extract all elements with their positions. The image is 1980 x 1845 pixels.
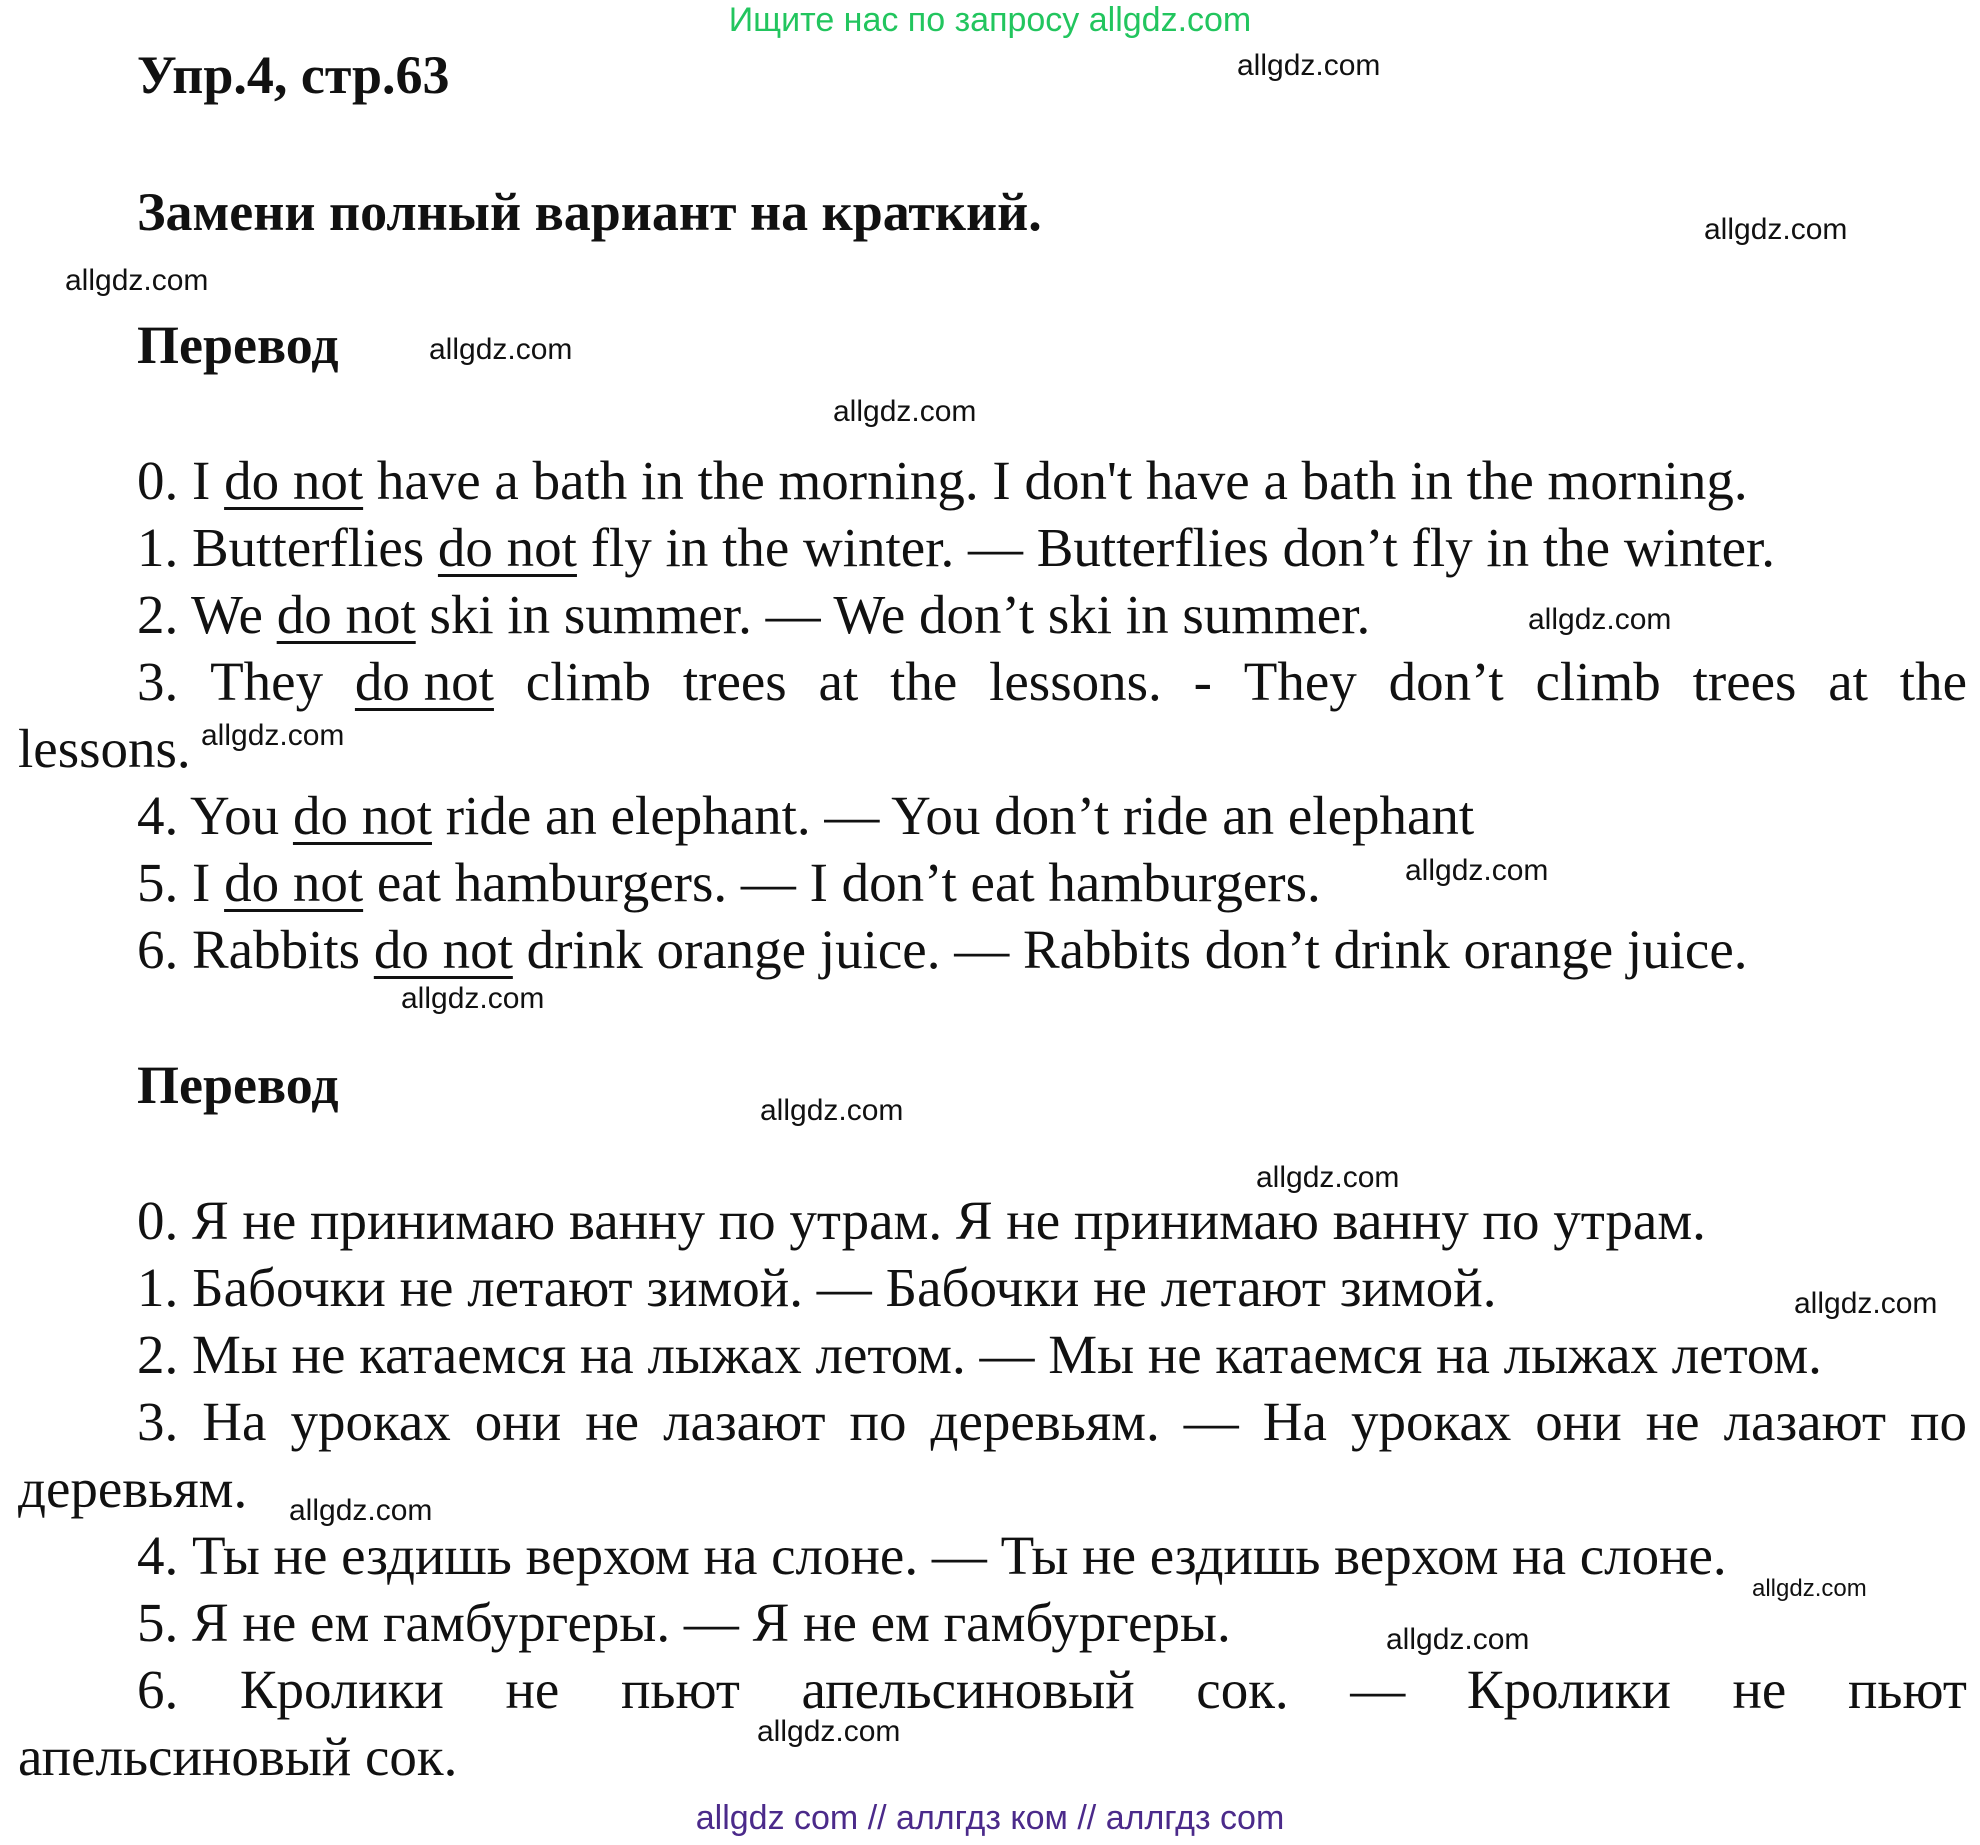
watermark: allgdz.com [1386, 1623, 1530, 1656]
english-line-4: 4. You do not ride an elephant. — You don’t ride an elephant [137, 785, 1475, 846]
russian-line-1: 1. Бабочки не летают зимой. — Бабочки не летают зимой. [137, 1257, 1497, 1318]
english-line-3: 3. They do not climb trees at the lessons. - They don’t climb trees at the [137, 651, 1967, 712]
russian-line-6: 6. Кролики не пьют апельсиновый сок. — Кролики не пьют [137, 1659, 1967, 1720]
watermark: allgdz.com [1405, 854, 1549, 887]
russian-line-2: 2. Мы не катаемся на лыжах летом. — Мы не катаемся на лыжах летом. [137, 1324, 1822, 1385]
watermark: allgdz.com [401, 982, 545, 1015]
watermark: allgdz.com [1752, 1575, 1867, 1602]
watermark: allgdz.com [1704, 213, 1848, 246]
footer-watermark: allgdz com // аллгдз ком // аллгдз com [695, 1799, 1285, 1837]
watermark: allgdz.com [757, 1715, 901, 1748]
watermark: allgdz.com [429, 333, 573, 366]
russian-line-3: 3. На уроках они не лазают по деревьям. — На уроках они не лазают по [137, 1391, 1967, 1452]
watermark: allgdz.com [760, 1094, 904, 1127]
watermark: allgdz.com [1256, 1161, 1400, 1194]
watermark: allgdz.com [289, 1494, 433, 1527]
english-line-6: 6. Rabbits do not drink orange juice. — Rabbits don’t drink orange juice. [137, 919, 1748, 980]
english-line-0: 0. I do not have a bath in the morning. I don't have a bath in the morning. [137, 450, 1748, 511]
english-line-5: 5. I do not eat hamburgers. — I don’t eat hamburgers. [137, 852, 1321, 913]
russian-line-5: 5. Я не ем гамбургеры. — Я не ем гамбургеры. [137, 1592, 1231, 1653]
russian-line-4: 4. Ты не ездишь верхом на слоне. — Ты не ездишь верхом на слоне. [137, 1525, 1727, 1586]
watermark: allgdz.com [65, 264, 209, 297]
russian-line-3-continued: деревьям. [18, 1458, 248, 1519]
watermark: allgdz.com [833, 395, 977, 428]
russian-line-0: 0. Я не принимаю ванну по утрам. Я не принимаю ванну по утрам. [137, 1190, 1706, 1251]
exercise-title: Упр.4, стр.63 [137, 45, 450, 105]
watermark: allgdz.com [1528, 603, 1672, 636]
english-line-3-continued: lessons. [18, 718, 191, 779]
russian-line-6-continued: апельсиновый сок. [18, 1726, 458, 1787]
english-line-1: 1. Butterflies do not fly in the winter. — Butterflies don’t fly in the winter. [137, 517, 1776, 578]
task-instruction: Замени полный вариант на краткий. [137, 182, 1042, 242]
english-line-2: 2. We do not ski in summer. — We don’t ski in summer. [137, 584, 1371, 645]
watermark: allgdz.com [201, 719, 345, 752]
watermark: allgdz.com [1794, 1287, 1938, 1320]
watermark: allgdz.com [1237, 49, 1381, 82]
section-title-english: Перевод [137, 315, 339, 375]
top-banner: Ищите нас по запросу allgdz.com [728, 1, 1252, 39]
section-title-russian: Перевод [137, 1055, 339, 1115]
